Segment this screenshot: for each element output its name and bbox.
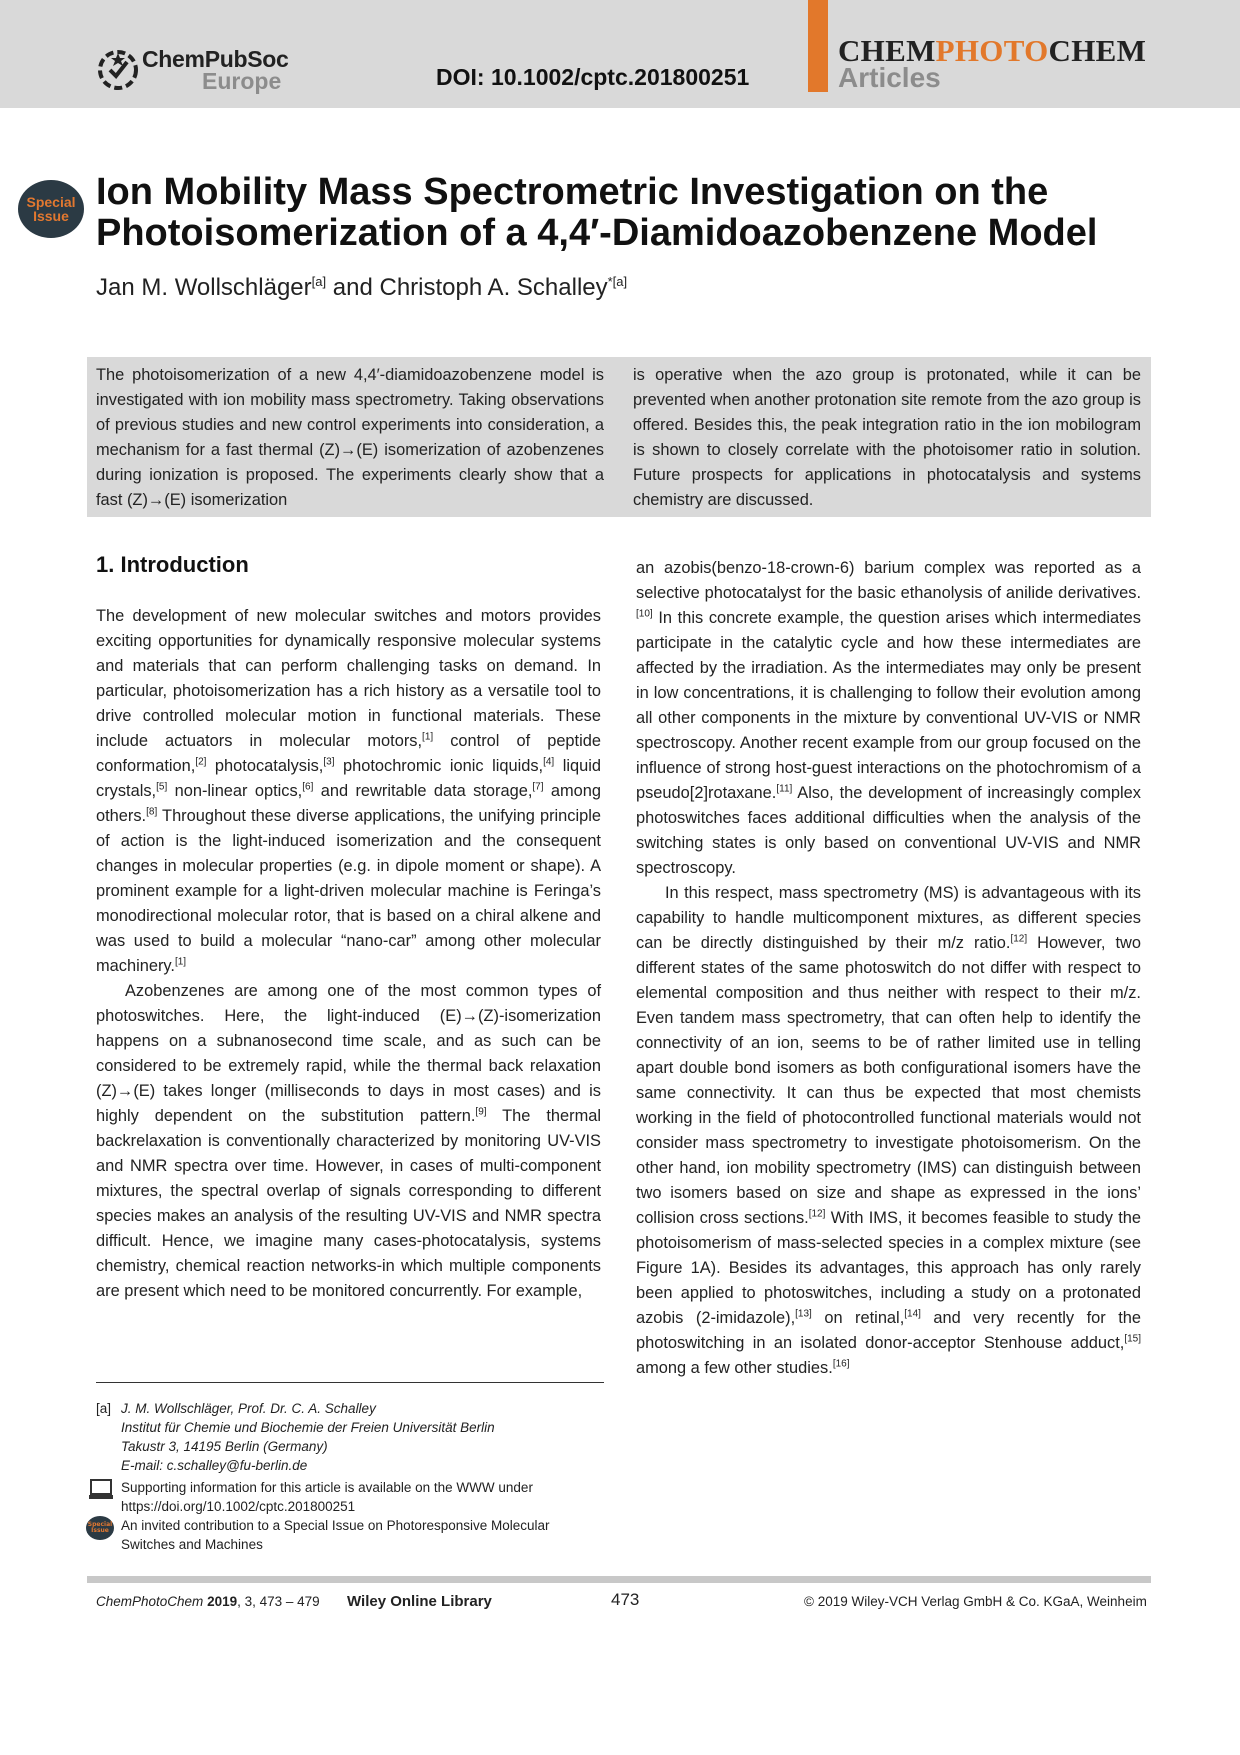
citation-ref[interactable]: [11]	[776, 783, 793, 795]
footer-rule	[87, 1576, 1151, 1583]
journal-accent-bar	[808, 0, 828, 92]
citation-ref[interactable]: [12]	[808, 1208, 826, 1220]
page-number: 473	[611, 1590, 640, 1609]
paragraph: In this respect, mass spectrometry (MS) is advantageous with its capability to handle multicomponent mixtures, as different species can be directly distinguished by their m/z ratio.[12] However, two different states of the same photoswitch do not differ with respect to elemental composition and thus neither with respect to their m/z. Even tandem mass spectrometry, that can often help to identify the connectivity of an ion, seems to be of rather limited use in telling apart double bond isomers as both configurational isomers have the same connectivity. It can thus be expected that most chemists working in the field of photocontrolled functional materials would not consider mass spectrometry to investigate photoisomerism. On the other hand, ion mobility spectrometry (IMS) can distinguish between two isomers based on size and shape as expressed in the ions’ collision cross sections.[12] With IMS, it becomes feasible to study the photoisomerism of mass-selected species in a complex mixture (see Figure 1A). Besides its advantages, this approach has only rarely been applied to photoswitches, including a study on a protonated azobis (2-imidazole),[13] on retinal,[14] and very recently for the photoswitching in an isolated donor-acceptor Stenhouse adduct,[15] among a few other studies.[16]	[636, 884, 1141, 1377]
article-title: Ion Mobility Mass Spectrometric Investigation on the Photoisomerization of a 4,4′-Diamidoazobenzene Model	[96, 171, 1098, 254]
citation-ref[interactable]: [8]	[146, 806, 158, 818]
affiliation-footnote: J. M. Wollschläger, Prof. Dr. C. A. Schalley Institut für Chemie und Biochemie der Freien Universität Berlin Takustr 3, 14195 Berlin (Germany) E-mail: c.schalley@fu-berlin.de	[121, 1399, 601, 1475]
citation-line: ChemPhotoChem 2019, 3, 473 – 479	[96, 1594, 320, 1609]
body-column-left	[96, 604, 601, 1304]
citation-ref[interactable]: [3]	[323, 756, 335, 768]
special-issue-mini-badge: Special Issue	[86, 1516, 114, 1540]
journal-name[interactable]: CHEMPHOTOCHEM	[838, 33, 1147, 68]
copyright-notice: © 2019 Wiley-VCH Verlag GmbH & Co. KGaA, Weinheim	[804, 1594, 1147, 1609]
wiley-online-library-link[interactable]: Wiley Online Library	[347, 1593, 492, 1610]
invited-contribution-note: An invited contribution to a Special Issue on Photoresponsive Molecular Switches and Machines	[121, 1518, 550, 1552]
citation-ref[interactable]: [13]	[795, 1308, 812, 1320]
citation-ref[interactable]: [7]	[532, 781, 544, 793]
section-heading: 1. Introduction	[96, 552, 249, 577]
author-name[interactable]: Jan M. Wollschläger	[96, 274, 312, 301]
chempubsoc-star-icon	[96, 48, 140, 92]
citation-ref[interactable]: [9]	[475, 1106, 487, 1118]
logo-text-europe: Europe	[202, 68, 282, 94]
section-label: Articles	[838, 62, 941, 93]
email-link[interactable]: E-mail: c.schalley@fu-berlin.de	[121, 1458, 308, 1473]
chempubsoc-logo[interactable]	[96, 46, 289, 96]
special-issue-badge[interactable]: Special Issue	[18, 180, 84, 238]
logo-text-chempubsoc: ChemPubSoc	[142, 46, 289, 72]
abstract-text-left: The photoisomerization of a new 4,4′-diamidoazobenzene model is investigated with ion mobility mass spectrometry. Taking observations of previous studies and new control experiments into consideration, a mechanism for a fast thermal (Z)→(E) isomerization of azobenzenes during ionization is proposed. The experiments clearly show that a fast (Z)→(E) isomerization	[96, 366, 604, 509]
author-name[interactable]: Christoph A. Schalley	[379, 274, 608, 301]
citation-ref[interactable]: [4]	[543, 756, 555, 768]
paragraph: Azobenzenes are among one of the most common types of photoswitches. Here, the light-induced (E)→(Z)-isomerization happens on a subnanosecond time scale, and as such can be considered to be extremely rapid, while the thermal back relaxation (Z)→(E) takes longer (milliseconds to days in most cases) and is highly dependent on the substitution pattern.[9] The thermal backrelaxation is conventionally characterized by monitoring UV-VIS and NMR spectra over time. However, in cases of multi-component mixtures, the spectral overlap of signals corresponding to different species makes an analysis of the resulting UV-VIS and NMR spectra difficult. Hence, we imagine many cases-photocatalysis, systems chemistry, chemical reaction networks-in which multiple components are present which need to be monitored concurrently. For example,	[96, 982, 601, 1300]
citation-ref[interactable]: [16]	[832, 1358, 850, 1370]
abstract-box	[87, 357, 1151, 517]
citation-ref[interactable]: [5]	[156, 781, 168, 793]
citation-ref[interactable]: [12]	[1010, 933, 1028, 945]
supporting-info-note[interactable]: Supporting information for this article is available on the WWW under https://doi.org/10.1002/cptc.201800251	[121, 1480, 533, 1514]
affiliation-tag: [a]	[96, 1401, 112, 1416]
footnote-divider	[96, 1382, 604, 1383]
doi-link[interactable]: DOI: 10.1002/cptc.201800251	[436, 64, 750, 90]
body-column-right	[636, 556, 1141, 1381]
citation-ref[interactable]: [1]	[422, 731, 434, 743]
citation-ref[interactable]: [15]	[1124, 1333, 1141, 1345]
paragraph: The development of new molecular switches and motors provides exciting opportunities for dynamically responsive molecular systems and materials that can perform challenging tasks on demand. In particular, photoisomerization has a rich history as a versatile tool to drive controlled molecular motion in functional materials. These include actuators in molecular motors,[1] control of peptide conformation,[2] photocatalysis,[3] photochromic ionic liquids,[4] liquid crystals,[5] non-linear optics,[6] and rewritable data storage,[7] among others.[8] Throughout these diverse applications, the unifying principle of action is the light-induced isomerization and the consequent changes in molecular properties (e.g. in dipole moment or shape). A prominent example for a light-driven molecular machine is Feringa’s monodirectional molecular rotor, that is based on a chiral alkene and was used to build a molecular “nano-car” among other molecular machinery.[1]	[96, 607, 602, 975]
citation-ref[interactable]: [1]	[174, 956, 187, 968]
paragraph: an azobis(benzo-18-crown-6) barium complex was reported as a selective photocatalyst for the basic ethanolysis of anilide derivatives.[10] In this concrete example, the question arises which intermediates participate in the catalytic cycle and how these intermediates are affected by the irradiation. As the intermediates may only be present in low concentrations, it is challenging to follow their evolution among all other components in the mixture by conventional UV-VIS or NMR spectroscopy. Another recent example from our group focused on the influence of strong host-guest interactions on the photochromism of a pseudo[2]rotaxane.[11] Also, the development of increasingly complex photoswitches faces additional difficulties when the analysis of the switching states is only based on conventional UV-VIS and NMR spectroscopy.	[636, 559, 1141, 877]
citation-ref[interactable]: [2]	[195, 756, 207, 768]
citation-ref[interactable]: [14]	[904, 1308, 921, 1320]
computer-icon	[88, 1479, 114, 1501]
citation-ref[interactable]: [10]	[636, 608, 653, 620]
abstract-text-right: is operative when the azo group is protonated, while it can be prevented when another protonation site remote from the azo group is offered. Besides this, the peak integration ratio in the ion mobilogram is shown to closely correlate with the photoisomer ratio in solution. Future prospects for applications in photocatalysis and systems chemistry are discussed.	[633, 366, 1141, 509]
author-list: Jan M. Wollschläger[a] and Christoph A. Schalley$^{*[a]}$	[96, 274, 628, 301]
page-header	[0, 0, 1240, 108]
citation-ref[interactable]: [6]	[302, 781, 314, 793]
